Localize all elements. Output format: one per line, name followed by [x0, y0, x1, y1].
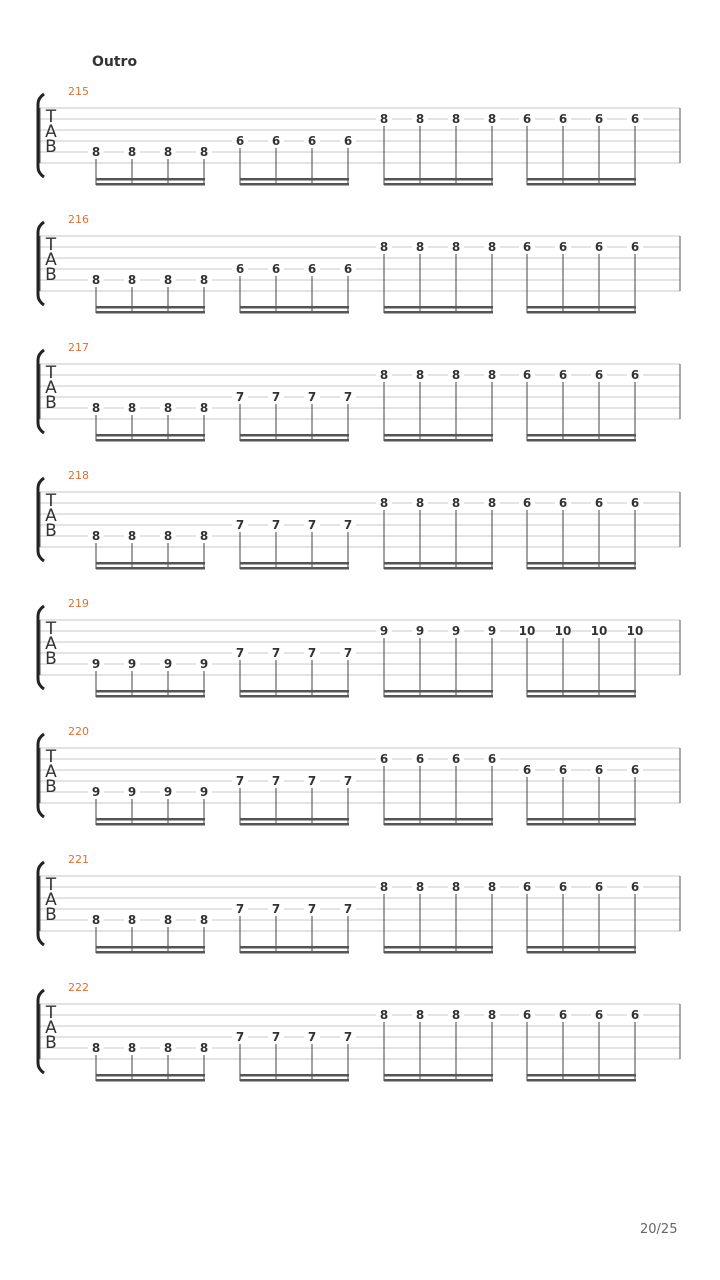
fret-number: 6 — [307, 262, 317, 276]
fret-number: 8 — [451, 240, 461, 254]
fret-number: 8 — [487, 496, 497, 510]
fret-number: 8 — [91, 913, 101, 927]
fret-number: 7 — [343, 646, 353, 660]
beam — [240, 178, 349, 181]
beam — [527, 946, 636, 949]
fret-number: 6 — [558, 496, 568, 510]
fret-number: 6 — [522, 112, 532, 126]
fret-number: 8 — [487, 112, 497, 126]
beam — [384, 1074, 493, 1077]
beam — [384, 178, 493, 181]
beam — [384, 823, 493, 826]
beam — [384, 1079, 493, 1082]
beam — [240, 306, 349, 309]
fret-number: 6 — [630, 1008, 640, 1022]
fret-number: 8 — [163, 273, 173, 287]
fret-number: 6 — [522, 880, 532, 894]
fret-number: 6 — [594, 112, 604, 126]
system-bracket — [38, 478, 44, 561]
fret-number: 6 — [235, 134, 245, 148]
fret-number: 6 — [307, 134, 317, 148]
fret-number: 8 — [127, 401, 137, 415]
beam — [240, 1079, 349, 1082]
system-bracket — [38, 222, 44, 305]
fret-number: 8 — [163, 529, 173, 543]
tab-clef-letter: A — [45, 378, 57, 398]
fret-number: 8 — [487, 880, 497, 894]
measure-number: 216 — [68, 213, 89, 226]
beam — [240, 695, 349, 698]
fret-number: 8 — [91, 401, 101, 415]
beam — [527, 823, 636, 826]
beam — [527, 818, 636, 821]
fret-number: 7 — [271, 774, 281, 788]
fret-number: 8 — [379, 112, 389, 126]
beam — [527, 311, 636, 314]
tab-system-220 — [0, 720, 720, 830]
tab-clef-letter: T — [45, 619, 57, 639]
tab-system-217 — [0, 336, 720, 446]
fret-number: 7 — [235, 1030, 245, 1044]
beam — [96, 818, 205, 821]
fret-number: 6 — [558, 880, 568, 894]
fret-number: 9 — [487, 624, 497, 638]
system-bracket — [38, 990, 44, 1073]
fret-number: 6 — [379, 752, 389, 766]
fret-number: 8 — [91, 529, 101, 543]
tab-system-218 — [0, 464, 720, 574]
fret-number: 8 — [163, 145, 173, 159]
fret-number: 8 — [199, 145, 209, 159]
fret-number: 6 — [630, 880, 640, 894]
fret-number: 8 — [91, 1041, 101, 1055]
fret-number: 9 — [451, 624, 461, 638]
system-bracket — [38, 862, 44, 945]
tab-clef-letter: A — [45, 890, 57, 910]
measure-number: 218 — [68, 469, 89, 482]
tab-system-221 — [0, 848, 720, 958]
beam — [527, 695, 636, 698]
fret-number: 8 — [199, 273, 209, 287]
fret-number: 8 — [415, 496, 425, 510]
tab-clef-letter: T — [45, 491, 57, 511]
beam — [527, 562, 636, 565]
fret-number: 7 — [307, 1030, 317, 1044]
beam — [527, 567, 636, 570]
fret-number: 7 — [271, 1030, 281, 1044]
measure-number: 217 — [68, 341, 89, 354]
tab-clef-letter: B — [45, 393, 57, 413]
tab-clef-letter: A — [45, 250, 57, 270]
fret-number: 6 — [522, 1008, 532, 1022]
tab-clef-letter: A — [45, 634, 57, 654]
fret-number: 8 — [415, 880, 425, 894]
fret-number: 9 — [91, 657, 101, 671]
beam — [384, 690, 493, 693]
fret-number: 7 — [271, 646, 281, 660]
fret-number: 6 — [630, 112, 640, 126]
measure-number: 220 — [68, 725, 89, 738]
beam — [96, 178, 205, 181]
fret-number: 8 — [199, 1041, 209, 1055]
fret-number: 8 — [451, 368, 461, 382]
fret-number: 6 — [558, 1008, 568, 1022]
fret-number: 8 — [487, 240, 497, 254]
fret-number: 6 — [558, 112, 568, 126]
tab-clef-letter: T — [45, 875, 57, 895]
fret-number: 8 — [451, 1008, 461, 1022]
fret-number: 7 — [235, 902, 245, 916]
fret-number: 6 — [558, 240, 568, 254]
tab-clef-letter: T — [45, 235, 57, 255]
fret-number: 9 — [199, 785, 209, 799]
fret-number: 7 — [307, 390, 317, 404]
beam — [96, 695, 205, 698]
tab-clef-letter: T — [45, 107, 57, 127]
tab-clef-letter: B — [45, 521, 57, 541]
fret-number: 6 — [451, 752, 461, 766]
fret-number: 8 — [451, 496, 461, 510]
beam — [96, 434, 205, 437]
measure-number: 222 — [68, 981, 89, 994]
fret-number: 8 — [415, 1008, 425, 1022]
fret-number: 8 — [379, 496, 389, 510]
beam — [527, 1079, 636, 1082]
tab-clef-letter: B — [45, 649, 57, 669]
fret-number: 6 — [522, 240, 532, 254]
fret-number: 7 — [235, 390, 245, 404]
beam — [527, 434, 636, 437]
fret-number: 6 — [271, 134, 281, 148]
beam — [96, 306, 205, 309]
fret-number: 8 — [127, 913, 137, 927]
fret-number: 6 — [558, 368, 568, 382]
fret-number: 10 — [554, 624, 572, 638]
beam — [527, 178, 636, 181]
beam — [384, 311, 493, 314]
tab-clef-letter: T — [45, 1003, 57, 1023]
beam — [384, 951, 493, 954]
fret-number: 9 — [127, 785, 137, 799]
system-bracket — [38, 734, 44, 817]
fret-number: 6 — [594, 368, 604, 382]
beam — [240, 818, 349, 821]
fret-number: 8 — [451, 880, 461, 894]
fret-number: 9 — [379, 624, 389, 638]
fret-number: 7 — [343, 390, 353, 404]
fret-number: 8 — [487, 368, 497, 382]
fret-number: 6 — [594, 240, 604, 254]
fret-number: 8 — [451, 112, 461, 126]
tab-clef-letter: T — [45, 747, 57, 767]
measure-number: 215 — [68, 85, 89, 98]
section-title: Outro — [92, 54, 138, 70]
fret-number: 8 — [415, 112, 425, 126]
fret-number: 8 — [91, 273, 101, 287]
fret-number: 8 — [163, 401, 173, 415]
fret-number: 7 — [307, 646, 317, 660]
fret-number: 7 — [343, 518, 353, 532]
fret-number: 7 — [307, 518, 317, 532]
tab-clef-letter: B — [45, 905, 57, 925]
fret-number: 8 — [127, 273, 137, 287]
tab-clef-letter: A — [45, 1018, 57, 1038]
beam — [384, 567, 493, 570]
beam — [96, 1079, 205, 1082]
fret-number: 7 — [235, 518, 245, 532]
fret-number: 8 — [91, 145, 101, 159]
fret-number: 8 — [127, 529, 137, 543]
fret-number: 8 — [199, 529, 209, 543]
system-bracket — [38, 94, 44, 177]
beam — [384, 946, 493, 949]
fret-number: 8 — [163, 1041, 173, 1055]
beam — [384, 183, 493, 186]
fret-number: 9 — [163, 785, 173, 799]
beam — [96, 183, 205, 186]
tab-clef-letter: B — [45, 265, 57, 285]
tab-clef-letter: T — [45, 363, 57, 383]
fret-number: 6 — [630, 496, 640, 510]
measure-number: 219 — [68, 597, 89, 610]
fret-number: 8 — [127, 145, 137, 159]
fret-number: 8 — [379, 368, 389, 382]
fret-number: 7 — [307, 774, 317, 788]
tab-clef-letter: B — [45, 1033, 57, 1053]
beam — [240, 567, 349, 570]
beam — [96, 439, 205, 442]
tab-system-222 — [0, 976, 720, 1086]
fret-number: 8 — [415, 368, 425, 382]
beam — [96, 311, 205, 314]
fret-number: 8 — [199, 401, 209, 415]
beam — [96, 823, 205, 826]
beam — [527, 306, 636, 309]
beam — [96, 946, 205, 949]
fret-number: 6 — [558, 763, 568, 777]
fret-number: 9 — [163, 657, 173, 671]
fret-number: 6 — [630, 240, 640, 254]
fret-number: 6 — [594, 763, 604, 777]
page-number: 20/25 — [640, 1222, 678, 1237]
fret-number: 7 — [271, 902, 281, 916]
fret-number: 7 — [235, 646, 245, 660]
fret-number: 10 — [590, 624, 608, 638]
fret-number: 8 — [379, 880, 389, 894]
beam — [384, 434, 493, 437]
beam — [384, 818, 493, 821]
fret-number: 6 — [630, 763, 640, 777]
fret-number: 9 — [415, 624, 425, 638]
tab-clef-letter: A — [45, 506, 57, 526]
tab-system-219 — [0, 592, 720, 702]
fret-number: 9 — [91, 785, 101, 799]
beam — [240, 823, 349, 826]
fret-number: 6 — [594, 1008, 604, 1022]
fret-number: 7 — [271, 390, 281, 404]
fret-number: 8 — [415, 240, 425, 254]
tab-clef-letter: B — [45, 137, 57, 157]
beam — [527, 439, 636, 442]
fret-number: 7 — [343, 1030, 353, 1044]
fret-number: 6 — [522, 496, 532, 510]
fret-number: 8 — [199, 913, 209, 927]
tab-clef-letter: A — [45, 122, 57, 142]
fret-number: 6 — [594, 880, 604, 894]
beam — [96, 1074, 205, 1077]
fret-number: 9 — [127, 657, 137, 671]
fret-number: 8 — [487, 1008, 497, 1022]
fret-number: 6 — [415, 752, 425, 766]
beam — [240, 562, 349, 565]
tab-clef-letter: B — [45, 777, 57, 797]
fret-number: 10 — [518, 624, 536, 638]
fret-number: 6 — [594, 496, 604, 510]
beam — [527, 183, 636, 186]
beam — [240, 946, 349, 949]
fret-number: 6 — [343, 134, 353, 148]
system-bracket — [38, 606, 44, 689]
beam — [384, 695, 493, 698]
fret-number: 7 — [235, 774, 245, 788]
beam — [240, 951, 349, 954]
beam — [240, 311, 349, 314]
beam — [240, 1074, 349, 1077]
tab-system-216 — [0, 208, 720, 318]
measure-number: 221 — [68, 853, 89, 866]
beam — [240, 183, 349, 186]
beam — [384, 562, 493, 565]
fret-number: 7 — [343, 774, 353, 788]
tab-clef-letter: A — [45, 762, 57, 782]
tab-system-215 — [0, 80, 720, 190]
beam — [527, 690, 636, 693]
beam — [384, 306, 493, 309]
fret-number: 6 — [522, 368, 532, 382]
fret-number: 6 — [343, 262, 353, 276]
fret-number: 10 — [626, 624, 644, 638]
beam — [240, 434, 349, 437]
fret-number: 7 — [343, 902, 353, 916]
fret-number: 6 — [630, 368, 640, 382]
fret-number: 8 — [379, 240, 389, 254]
beam — [384, 439, 493, 442]
beam — [240, 690, 349, 693]
fret-number: 7 — [271, 518, 281, 532]
fret-number: 6 — [522, 763, 532, 777]
fret-number: 6 — [271, 262, 281, 276]
beam — [96, 567, 205, 570]
beam — [527, 1074, 636, 1077]
system-bracket — [38, 350, 44, 433]
fret-number: 6 — [487, 752, 497, 766]
fret-number: 8 — [127, 1041, 137, 1055]
fret-number: 9 — [199, 657, 209, 671]
fret-number: 8 — [379, 1008, 389, 1022]
fret-number: 8 — [163, 913, 173, 927]
beam — [96, 690, 205, 693]
beam — [527, 951, 636, 954]
beam — [96, 562, 205, 565]
beam — [96, 951, 205, 954]
fret-number: 7 — [307, 902, 317, 916]
beam — [240, 439, 349, 442]
fret-number: 6 — [235, 262, 245, 276]
